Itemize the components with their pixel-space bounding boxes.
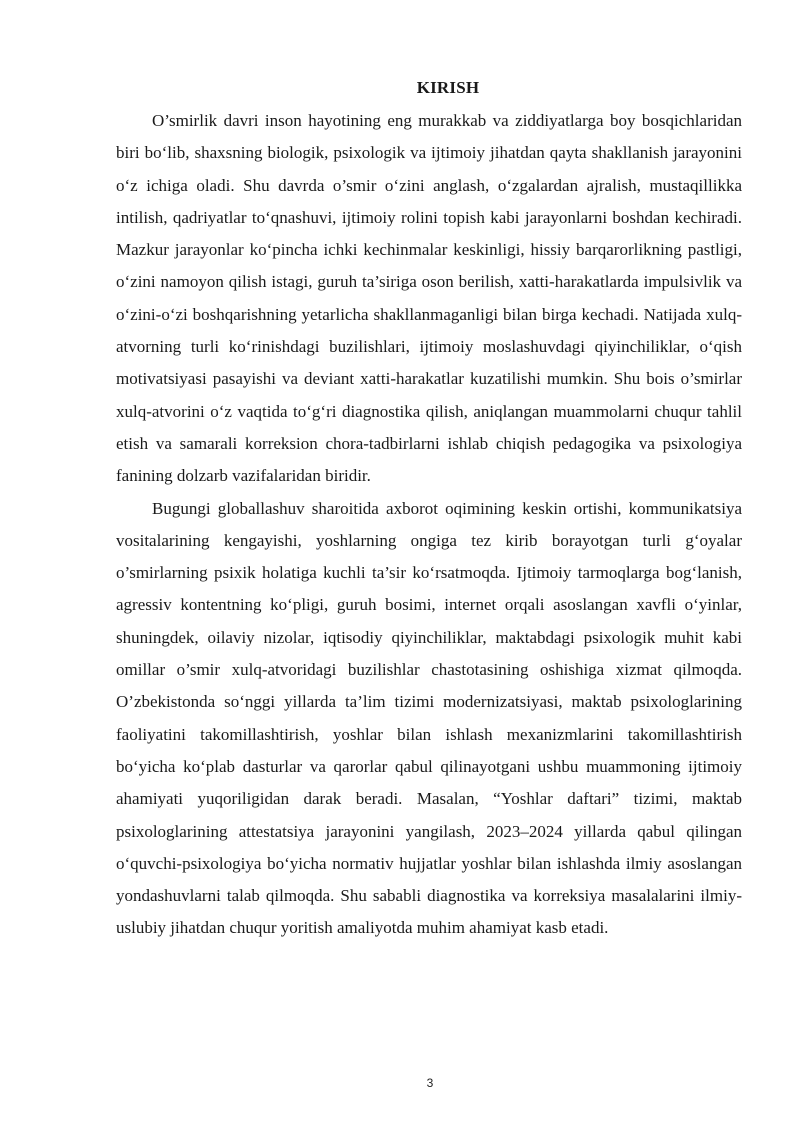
- paragraph-2: Bugungi globallashuv sharoitida axborot oqimining keskin ortishi, kommunikatsiya vositalarining kengayishi, yoshlarning ongiga tez kirib borayotgan turli g‘oyalar o’smirlarning psixik holatiga kuchli ta’sir ko‘rsatmoqda. Ijtimoiy tarmoqlarga bog‘lanish, agressiv kontentning ko‘pligi, guruh bosimi, internet orqali asoslangan xavfli o‘yinlar, shuningdek, oilaviy nizolar, iqtisodiy qiyinchiliklar, maktabdagi psixologik muhit kabi omillar o’smir xulq-atvoridagi buzilishlar chastotasining oshishiga xizmat qilmoqda. O’zbekistonda so‘nggi yillarda ta’lim tizimi modernizatsiyasi, maktab psixologlarining faoliyatini takomillashtirish, yoshlar bilan ishlash mexanizmlarini takomillashtirish bo‘yicha ko‘plab dasturlar va qarorlar qabul qilinayotgani ushbu muammoning ijtimoiy ahamiyati yuqoriligidan darak beradi. Masalan, “Yoshlar daftari” tizimi, maktab psixologlarining attestatsiya jarayonini yangilash, 2023–2024 yillarda qabul qilingan o‘quvchi-psixologiya bo‘yicha normativ hujjatlar yoshlar bilan ishlashda ilmiy asoslangan yondashuvlarni talab qilmoqda. Shu sababli diagnostika va korreksiya masalalarini ilmiy-uslubiy jihatdan chuqur yoritish amaliyotda muhim ahamiyat kasb etadi.: [116, 498, 742, 938]
- section-heading: KIRISH: [416, 78, 480, 97]
- page-number: 3: [426, 1076, 434, 1090]
- body-text: [116, 105, 742, 945]
- paragraph-1: O’smirlik davri inson hayotining eng murakkab va ziddiyatlarga boy bosqichlaridan biri bo‘lib, shaxsning biologik, psixologik va ijtimoiy jihatdan qayta shakllanish jarayonini o‘z ichiga oladi. Shu davrda o’smir o‘zini anglash, o‘zgalardan ajralish, mustaqillikka intilish, qadriyatlar to‘qnashuvi, ijtimoiy rolini topish kabi jarayonlarni boshdan kechiradi. Mazkur jarayonlar ko‘pincha ichki kechinmalar keskinligi, hissiy barqarorlikning pastligi, o‘zini namoyon qilish istagi, guruh ta’siriga oson berilish, xatti-harakatlarda impulsivlik va o‘zini-o‘zi boshqarishning yetarlicha shakllanmaganligi bilan birga kechadi. Natijada xulq-atvorning turli ko‘rinishdagi buzilishlari, ijtimoiy moslashuvdagi qiyinchiliklar, o‘qish motivatsiyasi pasayishi va deviant xatti-harakatlar kuzatilishi mumkin. Shu bois o’smirlar xulq-atvorini o‘z vaqtida to‘g‘ri diagnostika qilish, aniqlangan muammolarni chuqur tahlil etish va samarali korreksion chora-tadbirlarni ishlab chiqish pedagogika va psixologiya fanining dolzarb vazifalaridan biridir.: [116, 111, 742, 486]
